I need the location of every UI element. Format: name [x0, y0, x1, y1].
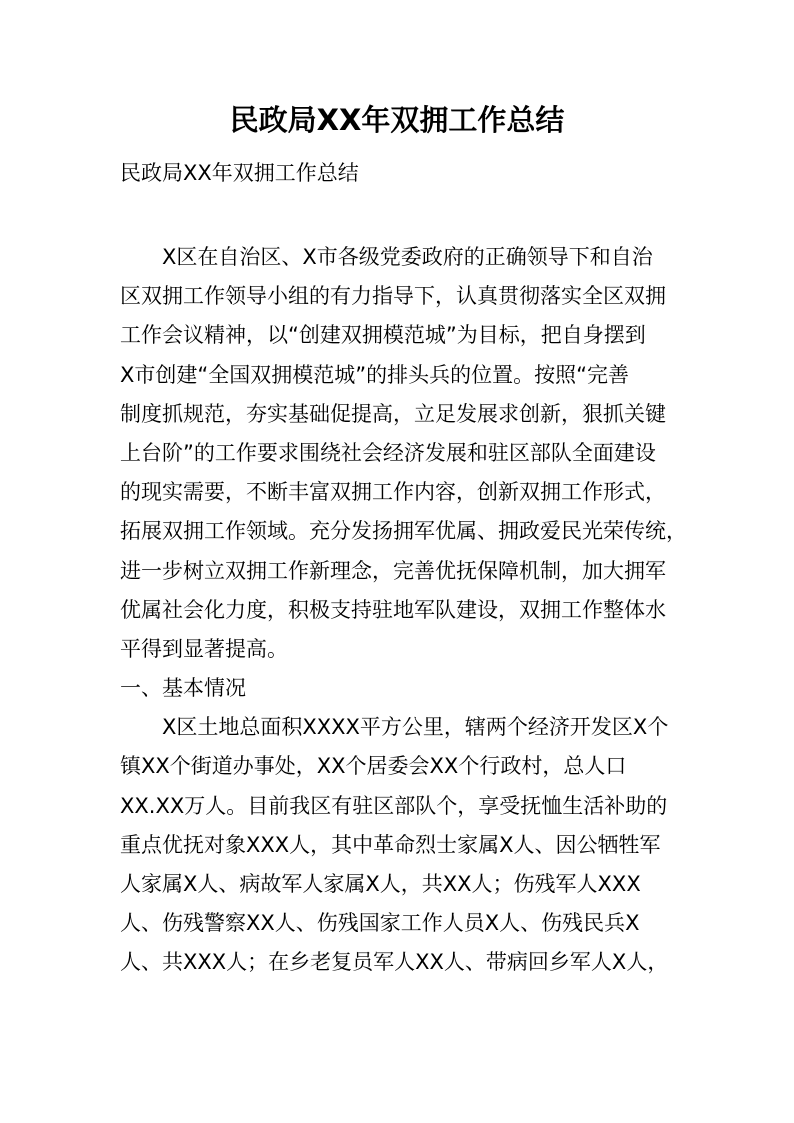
text-line: 进一步树立双拥工作新理念，完善优抚保障机制，加大拥军 [120, 558, 666, 583]
document-subtitle: 民政局XX年双拥工作总结 [120, 161, 359, 185]
text-line: 上台阶”的工作要求围绕社会经济发展和驻区部队全面建设 [120, 440, 656, 465]
text-line: 工作会议精神，以“创建双拥模范城”为目标，把自身摆到 [120, 323, 646, 348]
text-line: X区在自治区、X市各级党委政府的正确领导下和自治 [120, 245, 653, 269]
document-body [120, 238, 687, 983]
text-line: X区土地总面积XXXX平方公里，辖两个经济开发区X个 [120, 715, 669, 740]
document-title: 民政局XX年双拥工作总结 [229, 103, 565, 137]
text-line: 平得到显著提高。 [120, 636, 288, 661]
text-line: XX.XX万人。目前我区有驻区部队个，享受抚恤生活补助的 [120, 793, 668, 818]
text-line: 重点优抚对象XXX人，其中革命烈士家属X人、因公牺牲军 [120, 832, 661, 857]
text-line: 区双拥工作领导小组的有力指导下，认真贯彻落实全区双拥 [120, 284, 666, 309]
text-line: 的现实需要，不断丰富双拥工作内容，创新双拥工作形式， [120, 480, 666, 505]
text-line: 人家属X人、病故军人家属X人，共XX人；伤残军人XXX [120, 872, 641, 896]
text-line: 拓展双拥工作领域。充分发扬拥军优属、拥政爱民光荣传统， [120, 519, 687, 544]
text-line: 人、共XXX人；在乡老复员军人XX人、带病回乡军人X人， [120, 950, 669, 975]
section-heading: 一、基本情况 [120, 676, 246, 701]
text-line: 优属社会化力度，积极支持驻地军队建设，双拥工作整体水 [120, 597, 666, 622]
text-line: 人、伤残警察XX人、伤残国家工作人员X人、伤残民兵X [120, 911, 640, 936]
text-line: X市创建“全国双拥模范城”的排头兵的位置。按照“完善 [120, 362, 630, 387]
text-line: 镇XX个街道办事处，XX个居委会XX个行政村，总人口 [120, 754, 627, 779]
text-line: 制度抓规范，夯实基础促提高，立足发展求创新，狠抓关键 [120, 401, 666, 426]
